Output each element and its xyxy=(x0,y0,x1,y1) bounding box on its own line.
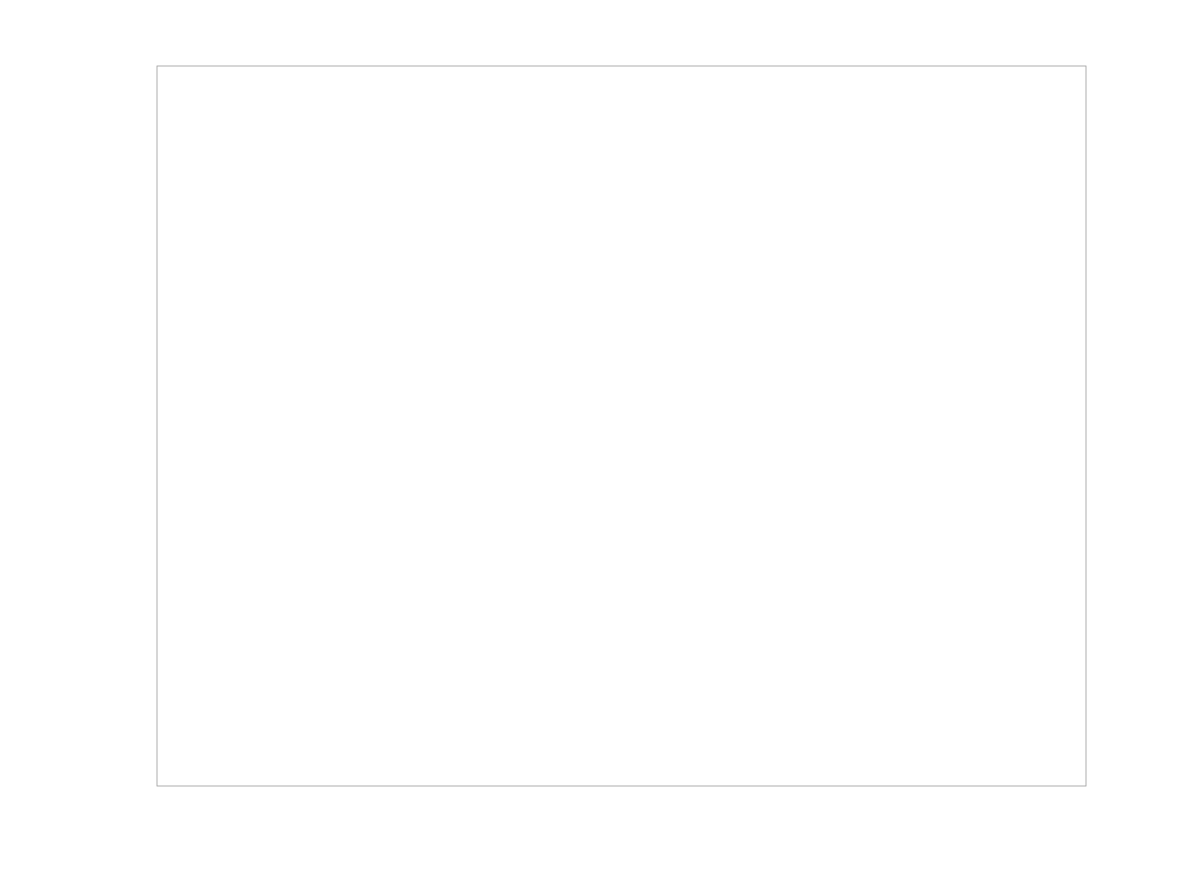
plot-area xyxy=(157,66,1086,786)
